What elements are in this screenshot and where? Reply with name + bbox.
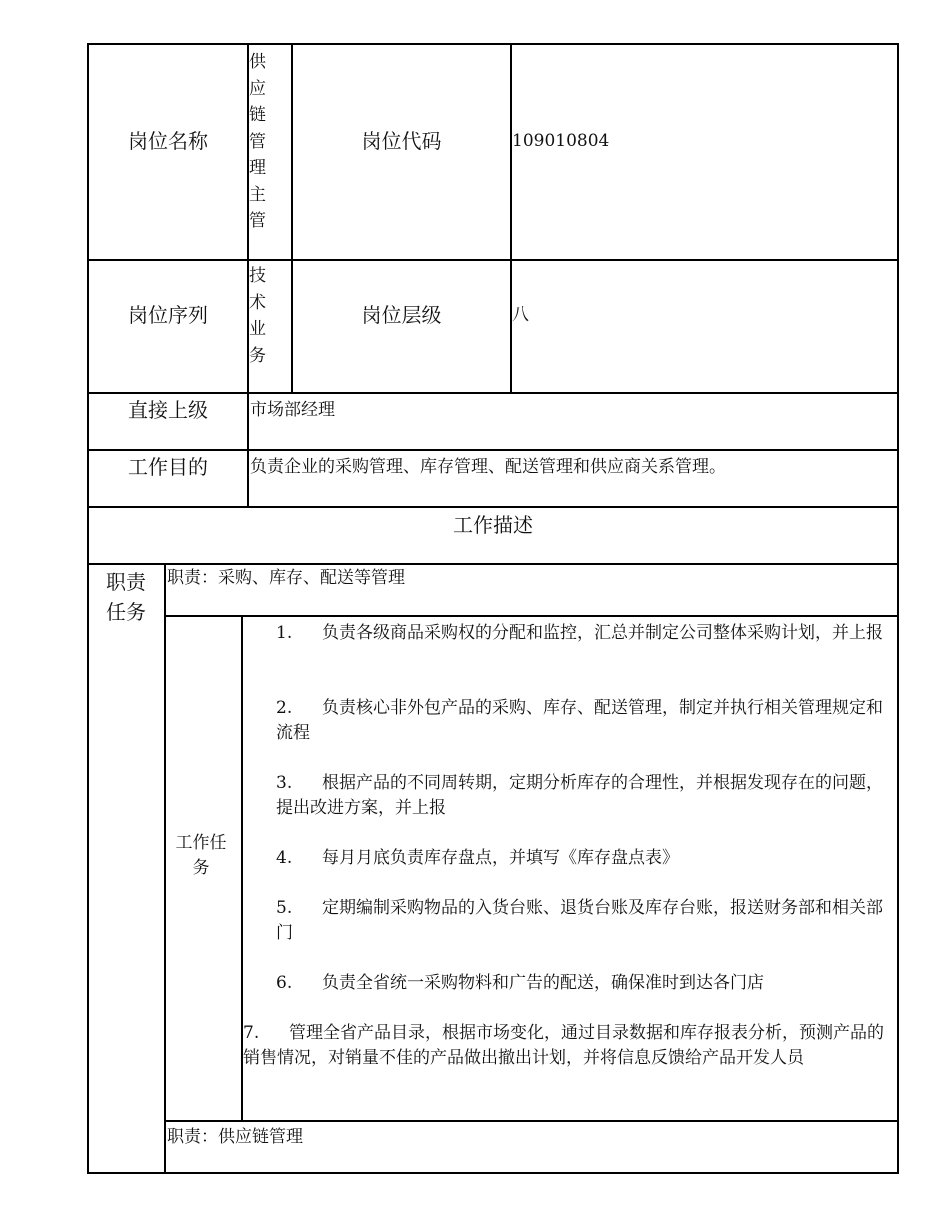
superior-label: 直接上级 — [128, 398, 208, 422]
position-level-label: 岗位层级 — [361, 303, 442, 327]
task-text: 每月月底负责库存盘点，并填写《库存盘点表》 — [322, 848, 679, 868]
task-text: 负责核心非外包产品的采购、库存、配送管理，制定并执行相关管理规定和流程 — [276, 698, 883, 743]
purpose-value: 负责企业的采购管理、库存管理、配送管理和供应商关系管理。 — [250, 457, 726, 477]
task-number: 5. — [276, 898, 293, 918]
position-series-value: 技术业务 — [249, 266, 266, 366]
superior-value: 市场部经理 — [250, 400, 335, 420]
task-item-1 — [276, 621, 886, 646]
task-item-7 — [243, 1021, 888, 1071]
position-name-value: 供应链管理主管 — [249, 52, 266, 231]
task-number: 3. — [276, 773, 293, 793]
task-item-6 — [276, 971, 886, 996]
task-number: 4. — [276, 848, 293, 868]
task-text: 根据产品的不同周转期，定期分析库存的合理性，并根据发现存在的问题，提出改进方案，并上报 — [276, 773, 883, 818]
position-code-value: 109010804 — [512, 131, 610, 151]
duty-2-title: 职责：供应链管理 — [167, 1127, 303, 1147]
task-number: 7. — [243, 1023, 260, 1043]
task-text: 负责全省统一采购物料和广告的配送，确保准时到达各门店 — [322, 973, 764, 993]
task-text: 负责各级商品采购权的分配和监控，汇总并制定公司整体采购计划，并上报 — [322, 623, 883, 643]
position-code-label: 岗位代码 — [361, 129, 442, 153]
task-item-2 — [276, 696, 886, 746]
task-number: 6. — [276, 973, 293, 993]
task-item-3 — [276, 771, 886, 821]
position-name-label: 岗位名称 — [128, 129, 208, 153]
work-task-label: 工作任务 — [175, 833, 227, 878]
task-number: 2. — [276, 698, 293, 718]
task-item-4 — [276, 846, 886, 871]
task-number: 1. — [276, 623, 293, 643]
duty-task-label: 职责任务 — [106, 570, 146, 624]
duty-1-title: 职责：采购、库存、配送等管理 — [167, 568, 405, 588]
position-series-label: 岗位序列 — [128, 303, 208, 327]
work-description-title: 工作描述 — [453, 513, 533, 537]
task-text: 定期编制采购物品的入货台账、退货台账及库存台账，报送财务部和相关部门 — [276, 898, 883, 943]
task-text: 管理全省产品目录，根据市场变化，通过目录数据和库存报表分析，预测产品的销售情况，对销量不佳的产品做出撤出计划，并将信息反馈给产品开发人员 — [243, 1023, 884, 1068]
task-item-5 — [276, 896, 886, 946]
position-level-value: 八 — [512, 305, 529, 325]
purpose-label: 工作目的 — [128, 455, 208, 479]
